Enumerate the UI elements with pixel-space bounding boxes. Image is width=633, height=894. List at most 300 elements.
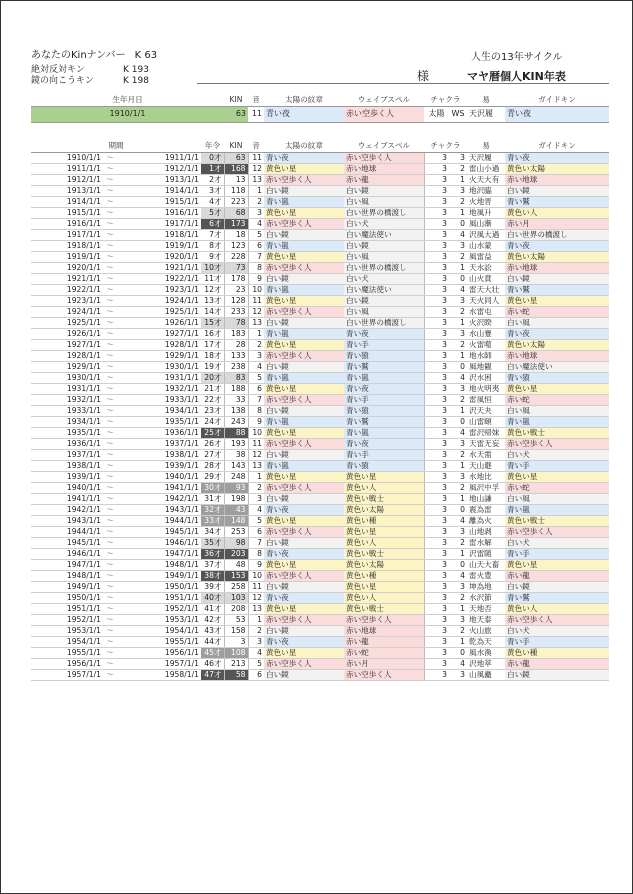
solar-seal: 黄色い星 xyxy=(264,427,344,438)
table-row xyxy=(31,515,609,526)
tone: 9 xyxy=(248,273,264,284)
table-row xyxy=(31,416,609,427)
period-dash: ～ xyxy=(103,240,117,251)
wavespell: 赤い地球 xyxy=(344,625,424,636)
eki: 天火同人 xyxy=(467,295,505,306)
wavespell: 黄色い太陽 xyxy=(344,504,424,515)
guide-kin: 白い世界の橋渡し xyxy=(505,229,609,240)
age: 11才 xyxy=(201,273,224,284)
eki: 坤為地 xyxy=(467,581,505,592)
eki: 地水師 xyxy=(467,350,505,361)
solar-seal: 黄色い星 xyxy=(264,251,344,262)
chakra: 3 xyxy=(424,669,449,680)
period-start: 1929/1/1 xyxy=(31,361,103,372)
table-row xyxy=(31,174,609,185)
solar-seal: 白い鏡 xyxy=(264,581,344,592)
period-start: 1950/1/1 xyxy=(31,592,103,603)
kin-number: 23 xyxy=(224,284,248,295)
kin-number: 138 xyxy=(224,405,248,416)
ws-value: 0 xyxy=(449,504,467,515)
birth-kin: 63 xyxy=(224,106,248,122)
age: 14才 xyxy=(201,306,224,317)
eki: 雷天大壮 xyxy=(467,284,505,295)
table-row xyxy=(31,328,609,339)
age: 4才 xyxy=(201,196,224,207)
birth-chakra: 太陽 xyxy=(424,106,449,122)
period-start: 1917/1/1 xyxy=(31,229,103,240)
period-end: 1914/1/1 xyxy=(117,185,201,196)
wavespell: 白い犬 xyxy=(344,273,424,284)
ws-value: 1 xyxy=(449,548,467,559)
kin-number: 53 xyxy=(224,614,248,625)
chakra: 3 xyxy=(424,603,449,614)
birth-header-eki: 易 xyxy=(467,94,505,106)
ws-value: 1 xyxy=(449,636,467,647)
period-start: 1953/1/1 xyxy=(31,625,103,636)
eki: 地山謙 xyxy=(467,493,505,504)
header-wave: ウェイブスペル xyxy=(344,140,424,152)
period-start: 1942/1/1 xyxy=(31,504,103,515)
wavespell: 青い嵐 xyxy=(344,427,424,438)
period-end: 1949/1/1 xyxy=(117,570,201,581)
period-dash: ～ xyxy=(103,284,117,295)
eki: 風地観 xyxy=(467,361,505,372)
period-dash: ～ xyxy=(103,350,117,361)
wavespell: 青い夜 xyxy=(344,438,424,449)
tone: 11 xyxy=(248,438,264,449)
period-start: 1955/1/1 xyxy=(31,647,103,658)
period-start: 1916/1/1 xyxy=(31,218,103,229)
eki: 水雷屯 xyxy=(467,306,505,317)
age: 33才 xyxy=(201,515,224,526)
period-dash: ～ xyxy=(103,262,117,273)
period-end: 1926/1/1 xyxy=(117,317,201,328)
period-start: 1915/1/1 xyxy=(31,207,103,218)
period-start: 1944/1/1 xyxy=(31,526,103,537)
age: 29才 xyxy=(201,471,224,482)
birth-header-tone: 音 xyxy=(248,94,264,106)
kin-number: 83 xyxy=(224,372,248,383)
table-row xyxy=(31,284,609,295)
tone: 5 xyxy=(248,658,264,669)
period-end: 1921/1/1 xyxy=(117,262,201,273)
eki: 山風蠱 xyxy=(467,669,505,680)
age: 3才 xyxy=(201,185,224,196)
ws-value: 3 xyxy=(449,295,467,306)
ws-value: 3 xyxy=(449,669,467,680)
chakra: 3 xyxy=(424,636,449,647)
solar-seal: 黄色い星 xyxy=(264,295,344,306)
eki: 火地晋 xyxy=(467,196,505,207)
table-row xyxy=(31,647,609,658)
period-dash: ～ xyxy=(103,471,117,482)
ws-value: 4 xyxy=(449,515,467,526)
table-row xyxy=(31,185,609,196)
guide-kin: 黄色い星 xyxy=(505,383,609,394)
honorific: 様 xyxy=(417,69,430,83)
period-end: 1923/1/1 xyxy=(117,284,201,295)
table-row xyxy=(31,372,609,383)
eki: 雷水解 xyxy=(467,537,505,548)
wavespell: 赤い空歩く人 xyxy=(344,614,424,625)
age: 46才 xyxy=(201,658,224,669)
age: 19才 xyxy=(201,361,224,372)
period-end: 1918/1/1 xyxy=(117,229,201,240)
guide-kin: 黄色い人 xyxy=(505,207,609,218)
ws-value: 2 xyxy=(449,196,467,207)
period-end: 1924/1/1 xyxy=(117,295,201,306)
chakra: 3 xyxy=(424,383,449,394)
birth-table xyxy=(31,94,609,123)
guide-kin: 青い手 xyxy=(505,460,609,471)
eki: 雷火豊 xyxy=(467,570,505,581)
birth-guide: 青い夜 xyxy=(505,106,609,122)
eki: 水沢節 xyxy=(467,592,505,603)
chakra: 3 xyxy=(424,515,449,526)
solar-seal: 白い鏡 xyxy=(264,625,344,636)
tone: 3 xyxy=(248,207,264,218)
period-dash: ～ xyxy=(103,207,117,218)
period-end: 1943/1/1 xyxy=(117,504,201,515)
guide-kin: 黄色い太陽 xyxy=(505,251,609,262)
tone: 9 xyxy=(248,559,264,570)
period-start: 1939/1/1 xyxy=(31,471,103,482)
tone: 3 xyxy=(248,636,264,647)
solar-seal: 白い鏡 xyxy=(264,185,344,196)
age: 31才 xyxy=(201,493,224,504)
period-start: 1914/1/1 xyxy=(31,196,103,207)
period-dash: ～ xyxy=(103,416,117,427)
wavespell: 白い鏡 xyxy=(344,240,424,251)
period-end: 1928/1/1 xyxy=(117,339,201,350)
chakra: 3 xyxy=(424,372,449,383)
table-row xyxy=(31,273,609,284)
wavespell: 黄色い戦士 xyxy=(344,603,424,614)
period-start: 1938/1/1 xyxy=(31,460,103,471)
ws-value: 4 xyxy=(449,284,467,295)
period-end: 1950/1/1 xyxy=(117,581,201,592)
eki: 火山旅 xyxy=(467,625,505,636)
table-row xyxy=(31,251,609,262)
period-start: 1952/1/1 xyxy=(31,614,103,625)
solar-seal: 青い夜 xyxy=(264,548,344,559)
guide-kin: 青い嵐 xyxy=(505,504,609,515)
period-end: 1948/1/1 xyxy=(117,559,201,570)
chakra: 3 xyxy=(424,570,449,581)
tone: 13 xyxy=(248,174,264,185)
period-dash: ～ xyxy=(103,570,117,581)
guide-kin: 黄色い太陽 xyxy=(505,163,609,174)
kin-number: 183 xyxy=(224,328,248,339)
kin-number: 228 xyxy=(224,251,248,262)
solar-seal: 白い鏡 xyxy=(264,273,344,284)
period-start: 1948/1/1 xyxy=(31,570,103,581)
kin-number: 243 xyxy=(224,416,248,427)
wavespell: 白い犬 xyxy=(344,218,424,229)
period-end: 1929/1/1 xyxy=(117,350,201,361)
solar-seal: 青い夜 xyxy=(264,152,344,163)
tone: 1 xyxy=(248,471,264,482)
ws-value: 4 xyxy=(449,229,467,240)
tone: 6 xyxy=(248,669,264,680)
tone: 10 xyxy=(248,284,264,295)
guide-kin: 赤い地球 xyxy=(505,262,609,273)
chakra: 3 xyxy=(424,647,449,658)
kin-number: 143 xyxy=(224,460,248,471)
kin-number: 33 xyxy=(224,394,248,405)
period-dash: ～ xyxy=(103,482,117,493)
period-start: 1926/1/1 xyxy=(31,328,103,339)
tone: 5 xyxy=(248,515,264,526)
ws-value: 2 xyxy=(449,592,467,603)
period-start: 1946/1/1 xyxy=(31,548,103,559)
table-row xyxy=(31,460,609,471)
chakra: 3 xyxy=(424,438,449,449)
kin-number: 18 xyxy=(224,229,248,240)
age: 41才 xyxy=(201,603,224,614)
wavespell: 青い猿 xyxy=(344,350,424,361)
ws-value: 2 xyxy=(449,625,467,636)
tone: 11 xyxy=(248,581,264,592)
guide-kin: 青い夜 xyxy=(505,240,609,251)
birth-row xyxy=(31,106,609,122)
table-row xyxy=(31,625,609,636)
guide-kin: 赤い蛇 xyxy=(505,394,609,405)
header-tone: 音 xyxy=(248,140,264,152)
table-row xyxy=(31,196,609,207)
table-row xyxy=(31,152,609,163)
ws-value: 0 xyxy=(449,416,467,427)
period-start: 1923/1/1 xyxy=(31,295,103,306)
age: 13才 xyxy=(201,295,224,306)
kin-number: 253 xyxy=(224,526,248,537)
wavespell: 白い世界の橋渡し xyxy=(344,262,424,273)
table-row xyxy=(31,306,609,317)
chakra: 3 xyxy=(424,548,449,559)
guide-kin: 白い風 xyxy=(505,317,609,328)
guide-kin: 赤い空歩く人 xyxy=(505,614,609,625)
period-dash: ～ xyxy=(103,273,117,284)
age: 1才 xyxy=(201,163,224,174)
kin-number: 158 xyxy=(224,625,248,636)
wavespell: 白い魔法使い xyxy=(344,229,424,240)
chakra: 3 xyxy=(424,163,449,174)
solar-seal: 青い夜 xyxy=(264,592,344,603)
chakra: 3 xyxy=(424,658,449,669)
period-end: 1919/1/1 xyxy=(117,240,201,251)
tone: 13 xyxy=(248,317,264,328)
table-row xyxy=(31,383,609,394)
period-start: 1918/1/1 xyxy=(31,240,103,251)
solar-seal: 黄色い星 xyxy=(264,647,344,658)
eki: 地沢臨 xyxy=(467,185,505,196)
period-dash: ～ xyxy=(103,526,117,537)
wavespell: 青い夜 xyxy=(344,383,424,394)
age: 36才 xyxy=(201,548,224,559)
period-dash: ～ xyxy=(103,163,117,174)
table-row xyxy=(31,504,609,515)
period-dash: ～ xyxy=(103,614,117,625)
age: 26才 xyxy=(201,438,224,449)
chakra: 3 xyxy=(424,251,449,262)
ws-value: 3 xyxy=(449,240,467,251)
age: 25才 xyxy=(201,427,224,438)
tone: 5 xyxy=(248,372,264,383)
table-row xyxy=(31,592,609,603)
period-end: 1939/1/1 xyxy=(117,460,201,471)
ws-value: 0 xyxy=(449,273,467,284)
wavespell: 赤い月 xyxy=(344,658,424,669)
chakra: 3 xyxy=(424,284,449,295)
header-guide: ガイドキン xyxy=(505,140,609,152)
eki: 山火賁 xyxy=(467,273,505,284)
age: 43才 xyxy=(201,625,224,636)
eki: 震為雷 xyxy=(467,504,505,515)
kin-number: 198 xyxy=(224,493,248,504)
chakra: 3 xyxy=(424,350,449,361)
period-end: 1954/1/1 xyxy=(117,625,201,636)
eki: 地火明夷 xyxy=(467,383,505,394)
period-end: 1935/1/1 xyxy=(117,416,201,427)
wavespell: 青い手 xyxy=(344,339,424,350)
guide-kin: 青い夜 xyxy=(505,152,609,163)
age: 40才 xyxy=(201,592,224,603)
period-dash: ～ xyxy=(103,427,117,438)
ws-value: 0 xyxy=(449,218,467,229)
solar-seal: 黄色い星 xyxy=(264,515,344,526)
ws-value: 3 xyxy=(449,614,467,625)
kin-number: 148 xyxy=(224,515,248,526)
eki: 火天大有 xyxy=(467,174,505,185)
chakra: 3 xyxy=(424,229,449,240)
birth-wave: 赤い空歩く人 xyxy=(344,106,424,122)
eki: 地風升 xyxy=(467,207,505,218)
period-dash: ～ xyxy=(103,438,117,449)
table-row xyxy=(31,669,609,680)
wavespell: 黄色い星 xyxy=(344,581,424,592)
eki: 風山漸 xyxy=(467,218,505,229)
kin-number: 73 xyxy=(224,262,248,273)
chakra: 3 xyxy=(424,559,449,570)
guide-kin: 白い鏡 xyxy=(505,581,609,592)
period-end: 1955/1/1 xyxy=(117,636,201,647)
ws-value: 3 xyxy=(449,526,467,537)
chakra: 3 xyxy=(424,174,449,185)
eki: 沢風大過 xyxy=(467,229,505,240)
kin-number: 38 xyxy=(224,449,248,460)
chakra: 3 xyxy=(424,482,449,493)
age: 23才 xyxy=(201,405,224,416)
tone: 1 xyxy=(248,185,264,196)
eki: 乾為天 xyxy=(467,636,505,647)
period-start: 1957/1/1 xyxy=(31,669,103,680)
ws-value: 2 xyxy=(449,449,467,460)
wavespell: 黄色い太陽 xyxy=(344,559,424,570)
tone: 8 xyxy=(248,262,264,273)
table-row xyxy=(31,438,609,449)
period-end: 1936/1/1 xyxy=(117,427,201,438)
birth-header-guide: ガイドキン xyxy=(505,94,609,106)
age: 34才 xyxy=(201,526,224,537)
eki: 沢雷随 xyxy=(467,548,505,559)
table-row xyxy=(31,658,609,669)
kin-number-label: あなたのKinナンバー xyxy=(31,50,126,61)
period-start: 1920/1/1 xyxy=(31,262,103,273)
eki: 離為火 xyxy=(467,515,505,526)
age: 6才 xyxy=(201,218,224,229)
kin-number: 258 xyxy=(224,581,248,592)
guide-kin: 青い嵐 xyxy=(505,416,609,427)
tone: 10 xyxy=(248,427,264,438)
solar-seal: 赤い空歩く人 xyxy=(264,658,344,669)
eki: 天山遯 xyxy=(467,460,505,471)
period-end: 1951/1/1 xyxy=(117,592,201,603)
table-row xyxy=(31,614,609,625)
wavespell: 白い世界の橋渡し xyxy=(344,317,424,328)
period-start: 1919/1/1 xyxy=(31,251,103,262)
period-end: 1946/1/1 xyxy=(117,537,201,548)
table-row xyxy=(31,218,609,229)
birth-date: 1910/1/1 xyxy=(31,106,224,122)
solar-seal: 赤い空歩く人 xyxy=(264,570,344,581)
kin-number: 178 xyxy=(224,273,248,284)
period-end: 1945/1/1 xyxy=(117,526,201,537)
guide-kin: 黄色い戦士 xyxy=(505,427,609,438)
period-end: 1953/1/1 xyxy=(117,614,201,625)
header-seal: 太陽の紋章 xyxy=(264,140,344,152)
solar-seal: 赤い空歩く人 xyxy=(264,394,344,405)
chakra: 3 xyxy=(424,504,449,515)
period-end: 1931/1/1 xyxy=(117,372,201,383)
solar-seal: 黄色い星 xyxy=(264,559,344,570)
guide-kin: 黄色い星 xyxy=(505,295,609,306)
wavespell: 白い鏡 xyxy=(344,295,424,306)
period-end: 1937/1/1 xyxy=(117,438,201,449)
table-row xyxy=(31,295,609,306)
wavespell: 白い風 xyxy=(344,251,424,262)
wavespell: 青い手 xyxy=(344,449,424,460)
ws-value: 2 xyxy=(449,339,467,350)
kin-number: 58 xyxy=(224,669,248,680)
ws-value: 1 xyxy=(449,460,467,471)
table-row xyxy=(31,570,609,581)
birth-eki: 天沢履 xyxy=(467,106,505,122)
wavespell: 黄色い人 xyxy=(344,482,424,493)
age: 8才 xyxy=(201,240,224,251)
tone: 13 xyxy=(248,460,264,471)
birth-header-seal: 太陽の紋章 xyxy=(264,94,344,106)
period-dash: ～ xyxy=(103,537,117,548)
wavespell: 白い世界の橋渡し xyxy=(344,207,424,218)
tone: 5 xyxy=(248,229,264,240)
tone: 1 xyxy=(248,614,264,625)
chakra: 3 xyxy=(424,493,449,504)
solar-seal: 赤い空歩く人 xyxy=(264,218,344,229)
chakra: 3 xyxy=(424,625,449,636)
period-end: 1927/1/1 xyxy=(117,328,201,339)
wavespell: 黄色い種 xyxy=(344,570,424,581)
ws-value: 2 xyxy=(449,537,467,548)
solar-seal: 赤い空歩く人 xyxy=(264,482,344,493)
eki: 火雷噬 xyxy=(467,339,505,350)
period-dash: ～ xyxy=(103,449,117,460)
guide-kin: 白い風 xyxy=(505,405,609,416)
eki: 沢地萃 xyxy=(467,658,505,669)
guide-kin: 黄色い戦士 xyxy=(505,515,609,526)
eki: 沢天夬 xyxy=(467,405,505,416)
guide-kin: 青い鷲 xyxy=(505,592,609,603)
age: 38才 xyxy=(201,570,224,581)
